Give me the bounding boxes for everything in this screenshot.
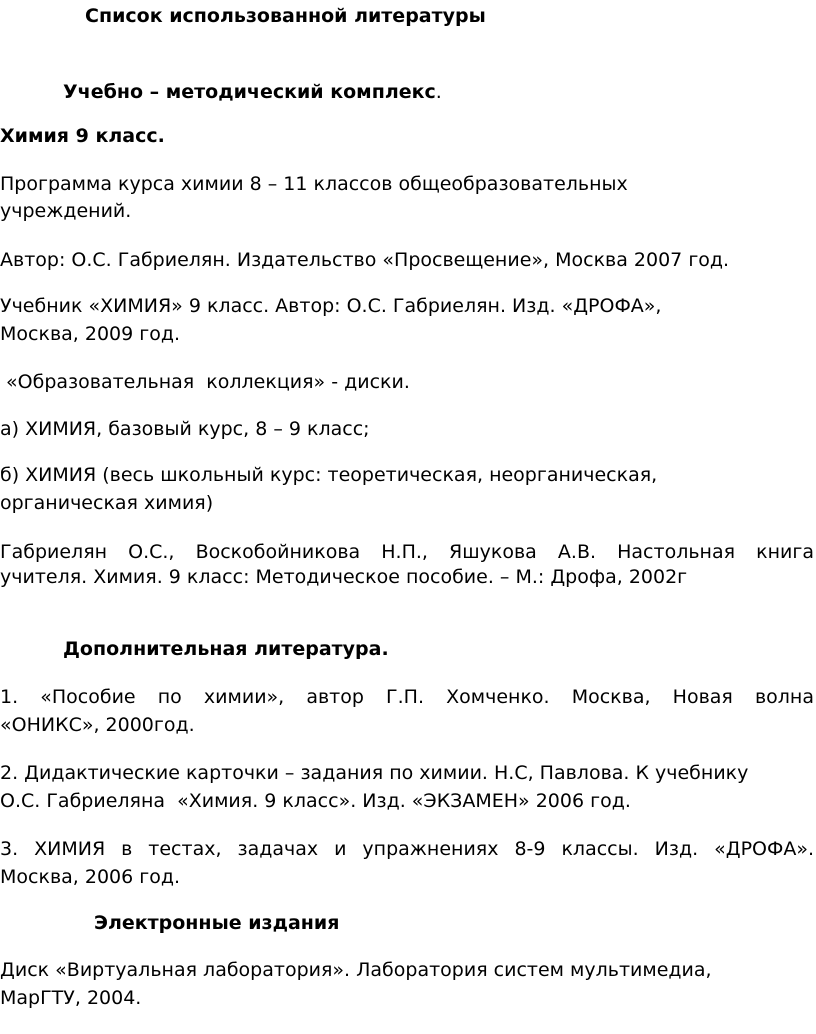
additional-item-2-line-2: О.С. Габриеляна «Химия. 9 класс». Изд. «ЭКЗАМЕН» 2006 год. — [0, 790, 631, 812]
additional-item-1-line-1: 1. «Пособие по химии», автор Г.П. Хомченко. Москва, Новая волна — [0, 686, 814, 708]
textbook-line-2: Москва, 2009 год. — [0, 323, 181, 345]
umk-subheading: Химия 9 класс. — [0, 125, 165, 147]
umk-heading-text: Учебно – методический комплекс — [63, 81, 436, 103]
electronic-item-line-1: Диск «Виртуальная лаборатория». Лаборатория систем мультимедиа, — [0, 959, 712, 981]
additional-heading: Дополнительная литература. — [63, 638, 389, 660]
electronic-item-line-2: МарГТУ, 2004. — [0, 987, 142, 1009]
collection-line: «Образовательная коллекция» - диски. — [0, 371, 410, 393]
handbook-line-1: Габриелян О.С., Воскобойникова Н.П., Яшукова А.В. Настольная книга — [0, 541, 814, 563]
umk-heading — [63, 77, 763, 107]
additional-item-2-line-1: 2. Дидактические карточки – задания по химии. Н.С, Павлова. К учебнику — [0, 762, 749, 784]
additional-item-1-line-2: «ОНИКС», 2000год. — [0, 714, 195, 736]
document-title: Список использованной литературы — [85, 5, 486, 27]
author-line: Автор: О.С. Габриелян. Издательство «Просвещение», Москва 2007 год. — [0, 249, 730, 271]
handbook-line-2: учителя. Химия. 9 класс: Методическое пособие. – М.: Дрофа, 2002г — [0, 566, 688, 588]
disk-b-line-1: б) ХИМИЯ (весь школьный курс: теоретическая, неорганическая, — [0, 464, 658, 486]
additional-item-3-line-1: 3. ХИМИЯ в тестах, задачах и упражнениях 8-9 классы. Изд. «ДРОФА». — [0, 838, 814, 860]
textbook-line-1: Учебник «ХИМИЯ» 9 класс. Автор: О.С. Габриелян. Изд. «ДРОФА», — [0, 295, 662, 317]
additional-item-3-line-2: Москва, 2006 год. — [0, 866, 181, 888]
disk-b-line-2: органическая химия) — [0, 492, 214, 514]
electronic-heading: Электронные издания — [94, 912, 340, 934]
program-line-1: Программа курса химии 8 – 11 классов общеобразовательных — [0, 173, 628, 195]
umk-heading-dot: . — [435, 81, 442, 103]
disk-a-line: а) ХИМИЯ, базовый курс, 8 – 9 класс; — [0, 418, 370, 440]
program-line-2: учреждений. — [0, 200, 132, 222]
